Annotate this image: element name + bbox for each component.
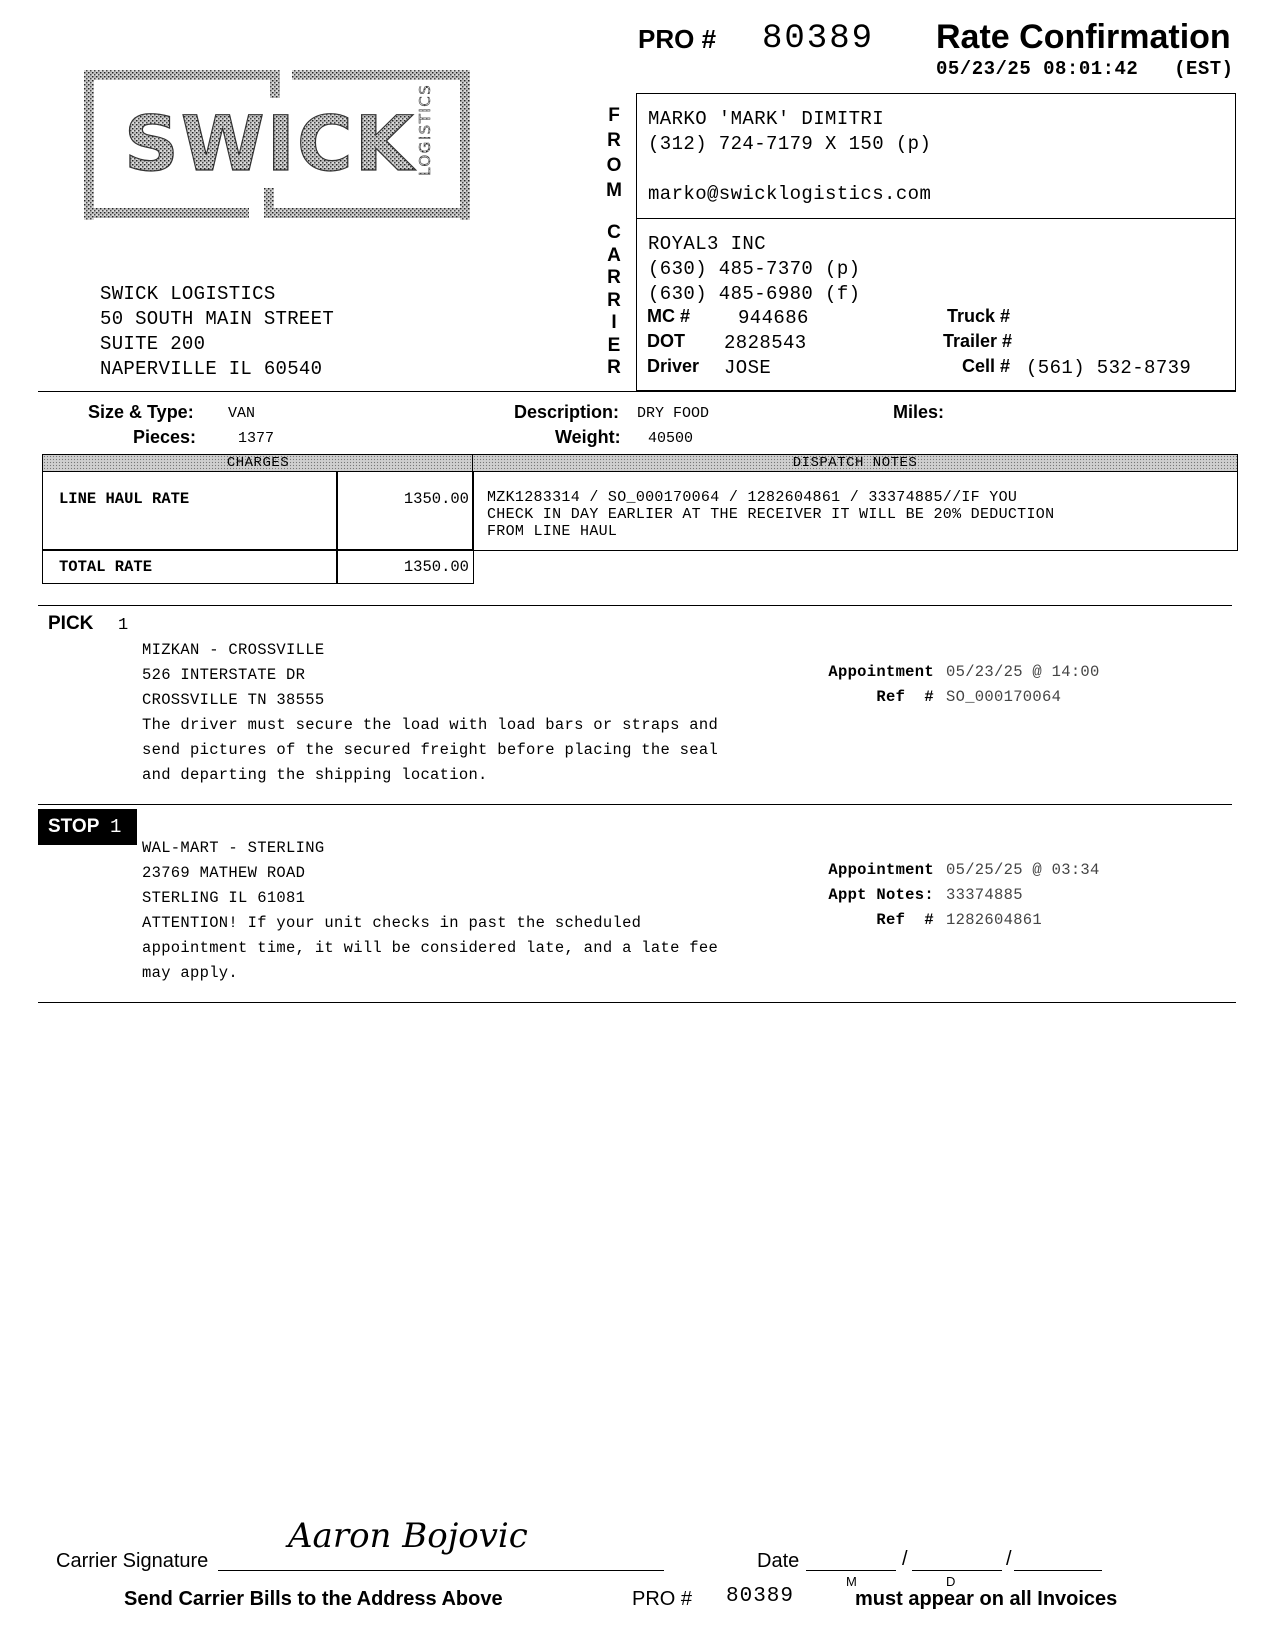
footer-pro-number: 80389 (726, 1585, 795, 1608)
line-haul-label-cell (42, 471, 338, 551)
dispatch-notes-text: MZK1283314 / SO_000170064 / 1282604861 / 33374885//IF YOU CHECK IN DAY EARLIER AT THE RECEIVER IT WILL BE 20% DEDUCTION FROM LINE HAUL (487, 489, 1055, 540)
pieces-label: Pieces: (133, 427, 197, 447)
pick-appointment-value: 05/23/25 @ 14:00 (946, 663, 1100, 681)
driver-label: Driver (647, 356, 700, 376)
carrier-fax: (630) 485-6980 (f) (648, 283, 861, 305)
company-address (100, 282, 334, 382)
carrier-name: ROYAL3 INC (648, 233, 767, 255)
stop-ref-value: 1282604861 (946, 911, 1043, 929)
size-type-value: VAN (228, 405, 256, 422)
pro-label: PRO # (638, 24, 717, 54)
company-suite: SUITE 200 (100, 333, 206, 355)
cell-label: Cell # (962, 356, 1011, 376)
stop-city: STERLING IL 61081 (142, 889, 306, 907)
document-datetime (936, 58, 1234, 80)
from-vertical-label: F R O M (606, 105, 622, 201)
date-day-line[interactable] (912, 1570, 1002, 1571)
pick-note-line: The driver must secure the load with load bars or straps and (142, 716, 719, 734)
line-haul-value-cell (336, 471, 474, 551)
pro-number: 80389 (762, 20, 875, 58)
svg-text:LOGISTICS: LOGISTICS (416, 83, 434, 176)
total-rate-label: TOTAL RATE (59, 558, 153, 576)
pick-divider (38, 605, 1232, 606)
weight-value: 40500 (648, 430, 694, 447)
from-name: MARKO 'MARK' DIMITRI (648, 108, 885, 130)
carrier-signature: Aaron Bojovic (288, 1516, 528, 1556)
stop-label: STOP (48, 816, 100, 837)
must-appear-note: must appear on all Invoices (855, 1588, 1118, 1610)
weight-label: Weight: (555, 427, 621, 447)
pick-name: MIZKAN - CROSSVILLE (142, 641, 325, 659)
header-divider (38, 391, 1236, 392)
dispatch-notes-header: DISPATCH NOTES (472, 454, 1238, 472)
stop-divider (38, 804, 1232, 805)
total-rate-label-cell (42, 549, 338, 584)
stop-appt-notes-label: Appt Notes: (828, 886, 934, 904)
stop-ref-label: Ref # (876, 911, 934, 929)
date-year-line[interactable] (1014, 1570, 1102, 1571)
send-bills-note: Send Carrier Bills to the Address Above (124, 1588, 503, 1610)
timezone: (EST) (1174, 58, 1234, 80)
pick-ref-value: SO_000170064 (946, 688, 1062, 706)
from-phone: (312) 724-7179 X 150 (p) (648, 133, 932, 155)
date-month-line[interactable] (806, 1570, 896, 1571)
from-email[interactable]: marko@swicklogistics.com (648, 183, 932, 205)
miles-label: Miles: (893, 402, 945, 422)
svg-text:SWICK: SWICK (124, 99, 416, 188)
pick-appointment-label: Appointment (828, 663, 934, 681)
date-separator: / (1006, 1548, 1012, 1570)
mc-label: MC # (647, 306, 691, 326)
cell-number: (561) 532-8739 (1026, 357, 1192, 379)
pieces-value: 1377 (238, 430, 275, 447)
stop-number: 1 (109, 816, 122, 838)
dot-label: DOT (647, 331, 685, 351)
dispatch-notes-cell (472, 471, 1238, 551)
carrier-vertical-label: C A R R I E R (607, 222, 621, 378)
driver-name: JOSE (724, 357, 772, 379)
stop-street: 23769 MATHEW ROAD (142, 864, 306, 882)
company-name: SWICK LOGISTICS (100, 283, 276, 305)
footer-pro-label: PRO # (632, 1588, 693, 1610)
swick-logistics-logo (84, 68, 470, 220)
pick-note-line: send pictures of the secured freight before placing the seal (142, 741, 719, 759)
company-street: 50 SOUTH MAIN STREET (100, 308, 335, 330)
line-haul-label: LINE HAUL RATE (59, 490, 190, 508)
total-rate-value: 1350.00 (403, 558, 469, 576)
total-rate-value-cell (336, 549, 474, 584)
company-city: NAPERVILLE IL 60540 (100, 358, 323, 380)
stop-appointment-label: Appointment (828, 861, 934, 879)
pick-number: 1 (118, 616, 129, 635)
date-label: Date (757, 1550, 800, 1572)
stop-tag (38, 809, 137, 845)
dot-number: 2828543 (724, 332, 807, 354)
stop-appointment-value: 05/25/25 @ 03:34 (946, 861, 1100, 879)
page-title: Rate Confirmation (936, 18, 1231, 56)
pick-ref-label: Ref # (876, 688, 934, 706)
carrier-phone: (630) 485-7370 (p) (648, 258, 861, 280)
contact-box-divider (636, 218, 1236, 219)
truck-label: Truck # (947, 306, 1011, 326)
mc-number: 944686 (738, 307, 809, 329)
stop-note-line: may apply. (142, 964, 239, 982)
date-day-hint: D (946, 1574, 956, 1589)
datetime-value: 05/23/25 08:01:42 (936, 58, 1139, 80)
stops-end-divider (38, 1002, 1236, 1003)
stop-address (142, 836, 718, 986)
pick-label: PICK (48, 613, 94, 634)
signature-line[interactable] (218, 1570, 664, 1571)
pick-city: CROSSVILLE TN 38555 (142, 691, 325, 709)
stop-note-line: appointment time, it will be considered late, and a late fee (142, 939, 719, 957)
charges-header: CHARGES (42, 454, 474, 472)
carrier-signature-label: Carrier Signature (56, 1550, 209, 1572)
line-haul-value: 1350.00 (403, 490, 469, 508)
stop-name: WAL-MART - STERLING (142, 839, 325, 857)
pick-note-line: and departing the shipping location. (142, 766, 488, 784)
date-separator: / (902, 1548, 908, 1570)
description-label: Description: (514, 402, 620, 422)
stop-appt-notes-value: 33374885 (946, 886, 1023, 904)
description-value: DRY FOOD (637, 405, 710, 422)
stop-note-line: ATTENTION! If your unit checks in past the scheduled (142, 914, 642, 932)
trailer-label: Trailer # (943, 331, 1013, 351)
pick-street: 526 INTERSTATE DR (142, 666, 306, 684)
size-type-label: Size & Type: (88, 402, 194, 422)
date-month-hint: M (846, 1574, 857, 1589)
pick-address (142, 638, 718, 788)
